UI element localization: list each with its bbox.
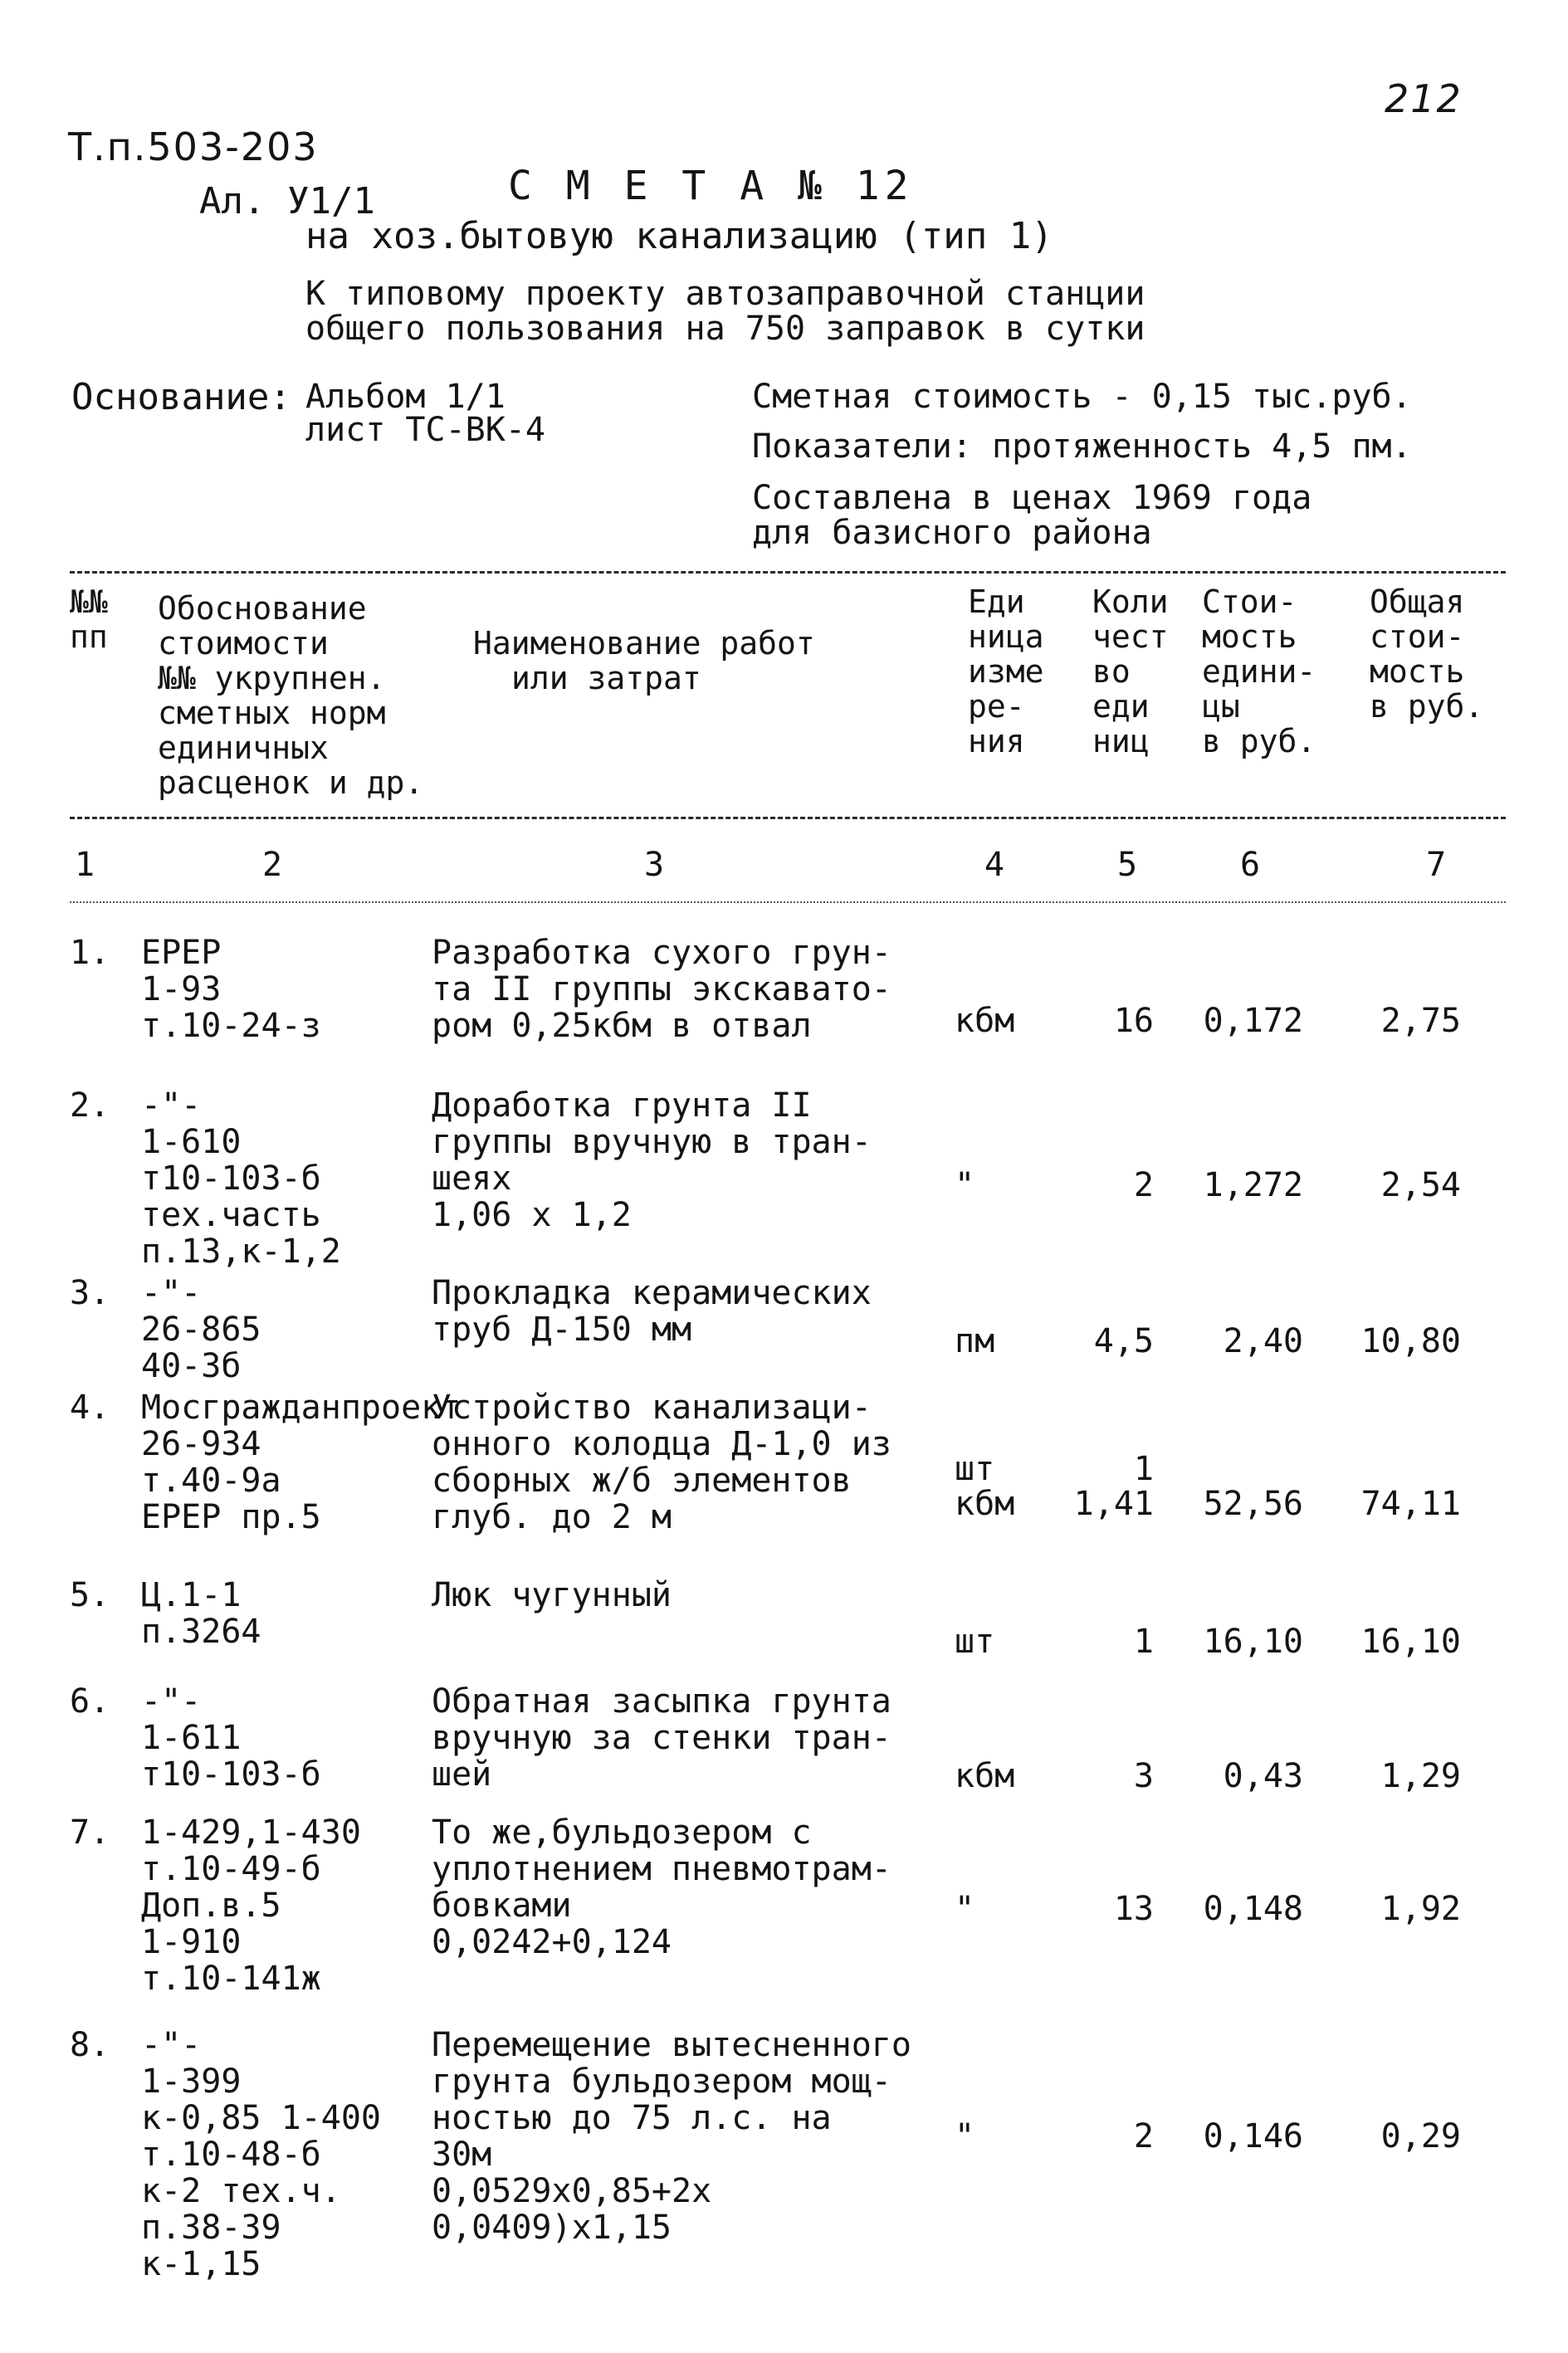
row-work-name-line: труб Д-150 мм [432,1311,692,1349]
row-number: 3. [70,1274,110,1312]
row-basis-line: п.38-39 [141,2209,281,2247]
row-unit-price: 16,10 [1203,1623,1303,1661]
row-basis-line: ЕРЕР [141,934,222,972]
row-basis [141,1275,261,1384]
row-unit-price: 1,272 [1203,1166,1303,1204]
col6-header: Стои- мость едини- цы в руб. [1202,583,1316,759]
row-work-name-line: уплотнением пневмотрам- [432,1850,891,1888]
row-unit-price: 0,146 [1203,2117,1303,2155]
row-unit: кбм [955,1485,1015,1523]
row-quantity: 13 [1113,1890,1154,1928]
row-number: 7. [70,1814,110,1852]
row-quantity: 1 [1133,1450,1154,1488]
row-unit: шт [955,1450,995,1488]
row-quantity: 3 [1133,1757,1154,1795]
row-basis-line: т.10-141ж [141,1960,321,1998]
row-basis-line: т.10-24-з [141,1007,321,1045]
row-unit-price: 0,148 [1203,1890,1303,1928]
basis-label: Основание: [71,376,291,418]
row-work-name-line: онного колодца Д-1,0 из [432,1425,891,1463]
row-basis [141,1814,361,1997]
album-label: Ал. У1/1 [199,180,375,222]
row-unit: пм [955,1322,995,1360]
row-number: 4. [70,1389,110,1427]
row-work-name-line: бовками [432,1887,572,1925]
project-description-line2: общего пользования на 750 заправок в сутки [305,310,1145,348]
col2-header: Обоснование стоимости №№ укрупнен. сметных норм единичных расценок и др. [158,590,424,801]
row-unit: " [955,1890,975,1928]
row-basis-line: ЕРЕР пр.5 [141,1498,321,1536]
row-number: 1. [70,934,110,972]
row-total: 1,29 [1380,1757,1461,1795]
basis-sheet: лист ТС-ВК-4 [305,411,545,449]
row-basis-line: Мосгражданпроект [141,1389,462,1427]
row-basis-line: 1-610 [141,1123,242,1161]
row-basis-line: 1-611 [141,1719,242,1757]
row-basis-line: к-2 тех.ч. [141,2172,341,2210]
col1-header: №№ пп [70,583,108,655]
document-subtitle: на хоз.бытовую канализацию (тип 1) [305,215,1053,257]
row-basis-line: п.13,к-1,2 [141,1233,341,1271]
row-quantity: 2 [1133,2117,1154,2155]
row-total: 10,80 [1360,1322,1461,1360]
row-basis-line: 26-934 [141,1425,261,1463]
row-basis-line: т10-103-б [141,1755,321,1794]
column-number-3: 3 [644,846,665,884]
row-unit-price: 52,56 [1203,1485,1303,1523]
row-number: 6. [70,1682,110,1721]
row-basis [141,1087,341,1270]
row-unit: кбм [955,1757,1015,1795]
row-work-name-line: 0,0242+0,124 [432,1923,672,1961]
row-basis-line: т.10-49-б [141,1850,321,1888]
row-quantity: 1 [1133,1623,1154,1661]
row-work-name-line: Обратная засыпка грунта [432,1682,891,1721]
row-work-name [432,1683,891,1793]
row-basis [141,1683,321,1793]
column-number-6: 6 [1240,846,1261,884]
row-work-name-line: 0,0409)х1,15 [432,2209,672,2247]
row-unit: " [955,1166,975,1204]
row-work-name-line: Доработка грунта II [432,1086,812,1125]
row-basis-line: -"- [141,2026,202,2064]
row-quantity: 2 [1133,1166,1154,1204]
row-work-name-line: грунта бульдозером мощ- [432,2063,891,2101]
row-basis-line: -"- [141,1086,202,1125]
row-work-name [432,1814,891,1960]
row-total: 2,54 [1380,1166,1461,1204]
row-work-name-line: ностью до 75 л.с. на [432,2099,832,2137]
row-basis-line: 40-3б [141,1347,242,1385]
row-unit-price: 0,43 [1223,1757,1303,1795]
basis-album: Альбом 1/1 [305,378,506,416]
row-basis-line: тех.часть [141,1196,321,1234]
row-work-name-line: сборных ж/б элементов [432,1462,852,1500]
row-work-name-line: глуб. до 2 м [432,1498,672,1536]
row-number: 5. [70,1576,110,1614]
row-number: 2. [70,1086,110,1125]
row-basis-line: 1-93 [141,970,222,1008]
row-work-name-line: Разработка сухого грун- [432,934,891,972]
row-basis-line: т.10-48-б [141,2136,321,2174]
column-numbers-rule [70,901,1506,903]
row-work-name-line: шеях [432,1159,512,1198]
estimated-cost: Сметная стоимость - 0,15 тыс.руб. [752,378,1412,416]
row-basis-line: т10-103-б [141,1159,321,1198]
row-work-name-line: То же,бульдозером с [432,1814,812,1852]
row-work-name-line: Перемещение вытесненного [432,2026,911,2064]
column-number-1: 1 [75,846,95,884]
row-basis-line: 26-865 [141,1311,261,1349]
row-total: 1,92 [1380,1890,1461,1928]
page-number: 212 [1385,76,1463,121]
row-total: 74,11 [1360,1485,1461,1523]
row-total: 2,75 [1380,1002,1461,1040]
row-basis-line: к-0,85 1-400 [141,2099,381,2137]
col5-header: Коли чест во еди ниц [1092,583,1169,759]
row-unit-price: 2,40 [1223,1322,1303,1360]
row-basis [141,935,321,1044]
row-work-name [432,2027,911,2246]
column-number-7: 7 [1426,846,1447,884]
row-work-name [432,935,891,1044]
row-unit: шт [955,1623,995,1661]
row-basis [141,1389,461,1535]
row-basis-line: т.40-9а [141,1462,281,1500]
row-work-name-line: та II группы экскавато- [432,970,891,1008]
row-total: 0,29 [1380,2117,1461,2155]
row-work-name-line: вручную за стенки тран- [432,1719,891,1757]
row-quantity: 16 [1113,1002,1154,1040]
row-basis [141,1577,261,1650]
column-number-4: 4 [984,846,1005,884]
table-top-rule [70,571,1506,574]
col3-header: Наименование работ или затрат [473,625,815,696]
row-basis-line: -"- [141,1274,202,1312]
row-unit: кбм [955,1002,1015,1040]
row-basis-line: к-1,15 [141,2245,261,2283]
row-basis-line: п.3264 [141,1613,261,1651]
row-work-name-line: Прокладка керамических [432,1274,872,1312]
document-title: С М Е Т А № 12 [508,163,914,209]
price-basis-line1: Составлена в ценах 1969 года [752,479,1312,517]
column-number-2: 2 [262,846,283,884]
row-basis-line: 1-429,1-430 [141,1814,361,1852]
row-basis-line: -"- [141,1682,202,1721]
row-quantity: 4,5 [1093,1322,1154,1360]
indicators: Показатели: протяженность 4,5 пм. [752,427,1412,466]
row-work-name [432,1275,872,1348]
row-work-name-line: Устройство канализаци- [432,1389,872,1427]
row-work-name-line: Люк чугунный [432,1576,672,1614]
col4-header: Еди ница изме ре- ния [968,583,1044,759]
header-bottom-rule [70,817,1506,819]
row-basis-line: Доп.в.5 [141,1887,281,1925]
row-basis-line: 1-399 [141,2063,242,2101]
row-work-name-line: 0,0529х0,85+2х [432,2172,712,2210]
row-unit: " [955,2117,975,2155]
project-code: Т.п.503-203 [68,124,319,169]
row-work-name [432,1577,672,1613]
row-basis-line: Ц.1-1 [141,1576,242,1614]
row-work-name [432,1389,891,1535]
col7-header: Общая стои- мость в руб. [1370,583,1484,725]
row-work-name [432,1087,872,1233]
row-basis [141,2027,381,2282]
row-number: 8. [70,2026,110,2064]
row-work-name-line: 1,06 х 1,2 [432,1196,632,1234]
row-work-name-line: группы вручную в тран- [432,1123,872,1161]
row-total: 16,10 [1360,1623,1461,1661]
row-quantity: 1,41 [1073,1485,1154,1523]
column-number-5: 5 [1117,846,1138,884]
price-basis-line2: для базисного района [752,514,1152,552]
row-unit-price: 0,172 [1203,1002,1303,1040]
row-basis-line: 1-910 [141,1923,242,1961]
project-description-line1: К типовому проекту автозаправочной станции [305,275,1145,313]
row-work-name-line: шей [432,1755,492,1794]
row-work-name-line: 30м [432,2136,492,2174]
row-work-name-line: ром 0,25кбм в отвал [432,1007,812,1045]
